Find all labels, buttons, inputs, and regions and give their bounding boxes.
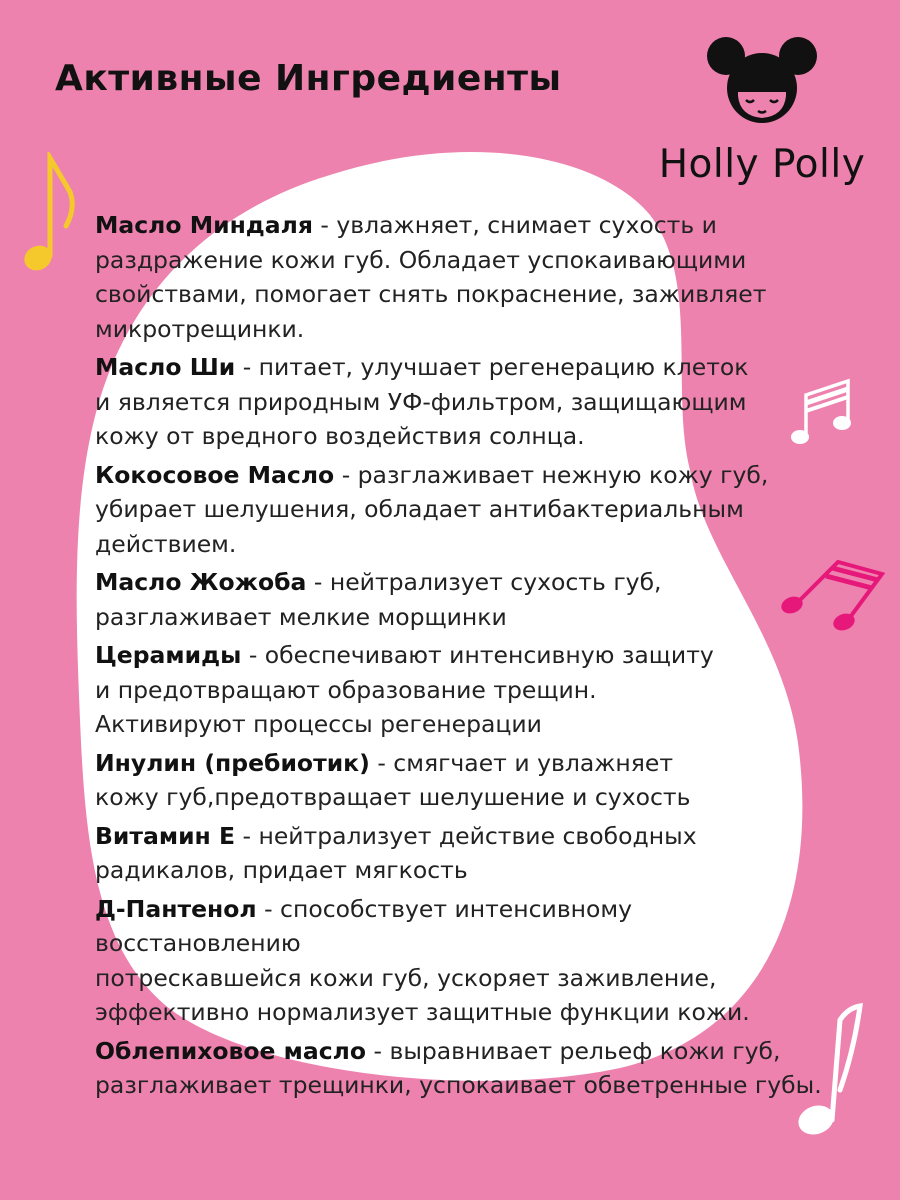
ingredient-item: [95, 458, 825, 562]
girl-face-logo-icon: [700, 34, 824, 126]
ingredients-list: [95, 208, 825, 1107]
ingredient-item: [95, 819, 825, 888]
ingredient-item: [95, 565, 825, 634]
ingredient-name: Облепиховое масло: [95, 1036, 367, 1065]
ingredient-item: [95, 892, 825, 1030]
ingredient-item: [95, 1034, 825, 1103]
ingredient-description-line: - выравнивает рельеф кожи губ,: [373, 1036, 781, 1065]
ingredient-description-line: радикалов, придает мягкость: [95, 856, 468, 884]
ingredient-description-line: свойствами, помогает снять покраснение, заживляет: [95, 280, 767, 308]
ingredient-description-line: - разглаживает нежную кожу губ,: [341, 460, 769, 489]
ingredient-description-line: кожу от вредного воздействия солнца.: [95, 422, 585, 450]
yellow-music-note-icon: [12, 152, 76, 282]
ingredient-description-line: - обеспечивают интенсивную защиту: [248, 641, 714, 669]
ingredient-description-line: эффективно нормализует защитные функции кожи.: [95, 998, 750, 1026]
ingredient-description-line: убирает шелушения, обладает антибактериальным действием.: [95, 495, 744, 558]
brand-name: Holly Polly: [658, 142, 866, 187]
ingredient-description-line: и предотвращают образование трещин.: [95, 675, 597, 704]
ingredient-item: [95, 350, 825, 454]
ingredient-description-line: разглаживает мелкие морщинки: [95, 602, 507, 631]
ingredient-item: [95, 746, 825, 815]
ingredient-name: Витамин Е: [95, 821, 236, 850]
ingredient-description-line: - питает, улучшает регенерацию клеток: [242, 353, 749, 381]
ingredient-name: Масло Миндаля: [95, 211, 313, 239]
ingredient-description-line: кожу губ,предотвращает шелушение и сухость: [95, 783, 691, 811]
ingredient-item: [95, 638, 825, 742]
ingredient-description-line: разглаживает трещинки, успокаивает обветренные губы.: [95, 1071, 822, 1099]
ingredient-description-line: - смягчает и увлажняет: [377, 748, 674, 777]
ingredient-name: Масло Ши: [95, 353, 236, 381]
ingredient-description-line: Активируют процессы регенерации: [95, 710, 542, 738]
ingredient-description-line: и является природным УФ-фильтром, защищающим: [95, 387, 747, 416]
ingredient-description-line: - нейтрализует сухость губ,: [313, 568, 662, 596]
ingredient-description-line: - способствует интенсивному восстановлению: [95, 894, 633, 957]
ingredient-name: Инулин (пребиотик): [95, 748, 370, 777]
ingredient-name: Д-Пантенол: [95, 894, 257, 923]
brand-block: [652, 34, 872, 187]
ingredient-name: Кокосовое Масло: [95, 460, 335, 489]
page-title: Активные Ингредиенты: [55, 58, 562, 99]
ingredient-description-line: раздражение кожи губ. Обладает успокаивающими: [95, 245, 747, 274]
ingredient-name: Масло Жожоба: [95, 568, 307, 596]
ingredient-description-line: - нейтрализует действие свободных: [242, 821, 697, 850]
ingredient-item: [95, 208, 825, 346]
ingredient-description-line: - увлажняет, снимает сухость и: [320, 211, 717, 239]
ingredient-description-line: микротрещинки.: [95, 314, 305, 343]
ingredient-description-line: потрескавшейся кожи губ, ускоряет заживление,: [95, 963, 717, 992]
ingredient-name: Церамиды: [95, 641, 242, 669]
